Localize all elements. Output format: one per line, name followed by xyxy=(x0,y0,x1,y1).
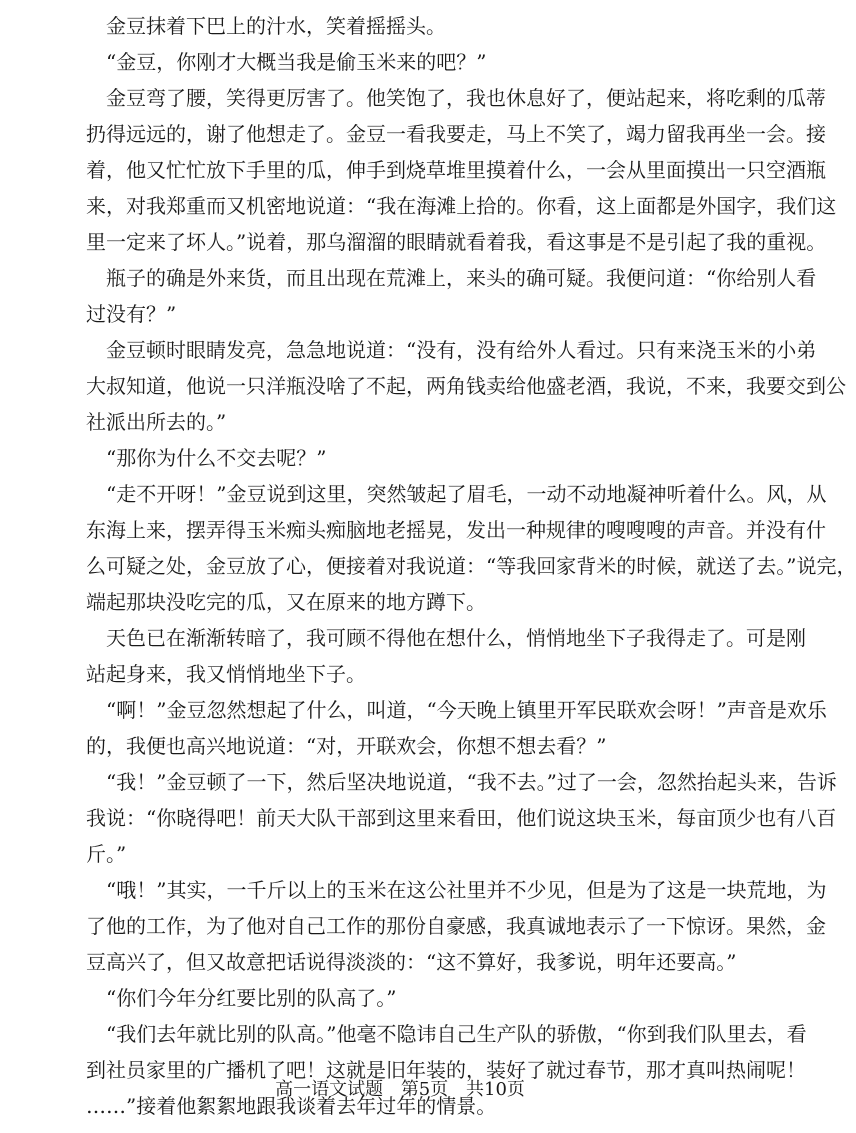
text-line: 里一定来了坏人。”说着，那乌溜溜的眼睛就看着我，看这事是不是引起了我的重视。 xyxy=(86,230,827,254)
text-line: 社派出所去的。” xyxy=(86,410,227,434)
text-line: ……”接着他絮絮地跟我谈着去年过年的情景。 xyxy=(86,1094,497,1118)
text-line: 豆高兴了，但又故意把话说得淡淡的：“这不算好，我爹说，明年还要高。” xyxy=(86,950,737,974)
text-line: 斤。” xyxy=(86,842,127,866)
text-line: “你们今年分红要比别的队高了。” xyxy=(106,986,397,1010)
text-line: “走不开呀！”金豆说到这里，突然皱起了眉毛，一动不动地凝神听着什么。风，从 xyxy=(106,482,827,506)
text-line: 的，我便也高兴地说道：“对，开联欢会，你想不想去看？” xyxy=(86,734,607,758)
text-line: “啊！”金豆忽然想起了什么，叫道，“今天晚上镇里开军民联欢会呀！”声音是欢乐 xyxy=(106,698,827,722)
text-line: 着，他又忙忙放下手里的瓜，伸手到烧草堆里摸着什么，一会从里面摸出一只空酒瓶 xyxy=(86,158,826,182)
text-line: “我！”金豆顿了一下，然后坚决地说道，“我不去。”过了一会，忽然抬起头来，告诉 xyxy=(106,770,837,794)
text-line: “那你为什么不交去呢？” xyxy=(106,446,327,470)
text-line: 我说：“你晓得吧！前天大队干部到这里来看田，他们说这块玉米，每亩顶少也有八百 xyxy=(86,806,837,830)
text-line: 天色已在渐渐转暗了，我可顾不得他在想什么，悄悄地坐下子我得走了。可是刚 xyxy=(106,626,806,650)
text-line: “金豆，你刚才大概当我是偷玉米来的吧？” xyxy=(106,50,487,74)
text-line: 么可疑之处，金豆放了心，便接着对我说道：“等我回家背米的时候，就送了去。”说完， xyxy=(86,554,856,578)
text-line: 过没有？” xyxy=(86,302,177,326)
text-line: 金豆顿时眼睛发亮，急急地说道：“没有，没有给外人看过。只有来浇玉米的小弟 xyxy=(106,338,817,362)
text-line: 扔得远远的，谢了他想走了。金豆一看我要走，马上不笑了，竭力留我再坐一会。接 xyxy=(86,122,826,146)
text-line: 金豆抹着下巴上的汁水，笑着摇摇头。 xyxy=(106,14,446,38)
text-line: 金豆弯了腰，笑得更厉害了。他笑饱了，我也休息好了，便站起来，将吃剩的瓜蒂 xyxy=(106,86,826,110)
footer-total-pages: 共10页 xyxy=(466,1079,525,1100)
page-footer xyxy=(0,1078,800,1102)
text-line: “我们去年就比别的队高。”他毫不隐讳自己生产队的骄傲，“你到我们队里去，看 xyxy=(106,1022,807,1046)
text-line: 站起身来，我又悄悄地坐下子。 xyxy=(86,662,366,686)
text-line: 到社员家里的广播机了吧！这就是旧年装的，装好了就过春节，那才真叫热闹呢！ xyxy=(86,1058,806,1082)
footer-page-number: 第5页 xyxy=(400,1079,449,1100)
text-line: 了他的工作，为了他对自己工作的那份自豪感，我真诚地表示了一下惊讶。果然，金 xyxy=(86,914,826,938)
footer-subject: 高一语文试题 xyxy=(275,1079,384,1100)
text-line: 端起那块没吃完的瓜，又在原来的地方蹲下。 xyxy=(86,590,486,614)
text-line: 瓶子的确是外来货，而且出现在荒滩上，来头的确可疑。我便问道：“你给别人看 xyxy=(106,266,817,290)
passage-body xyxy=(86,8,856,1124)
text-line: 大叔知道，他说一只洋瓶没啥了不起，两角钱卖给他盛老酒，我说，不来，我要交到公 xyxy=(86,374,846,398)
text-line: 来，对我郑重而又机密地说道：“我在海滩上拾的。你看，这上面都是外国字，我们这 xyxy=(86,194,837,218)
text-line: “哦！”其实，一千斤以上的玉米在这公社里并不少见，但是为了这是一块荒地，为 xyxy=(106,878,827,902)
text-line: 东海上来，摆弄得玉米痴头痴脑地老摇晃，发出一种规律的嗖嗖嗖的声音。并没有什 xyxy=(86,518,826,542)
